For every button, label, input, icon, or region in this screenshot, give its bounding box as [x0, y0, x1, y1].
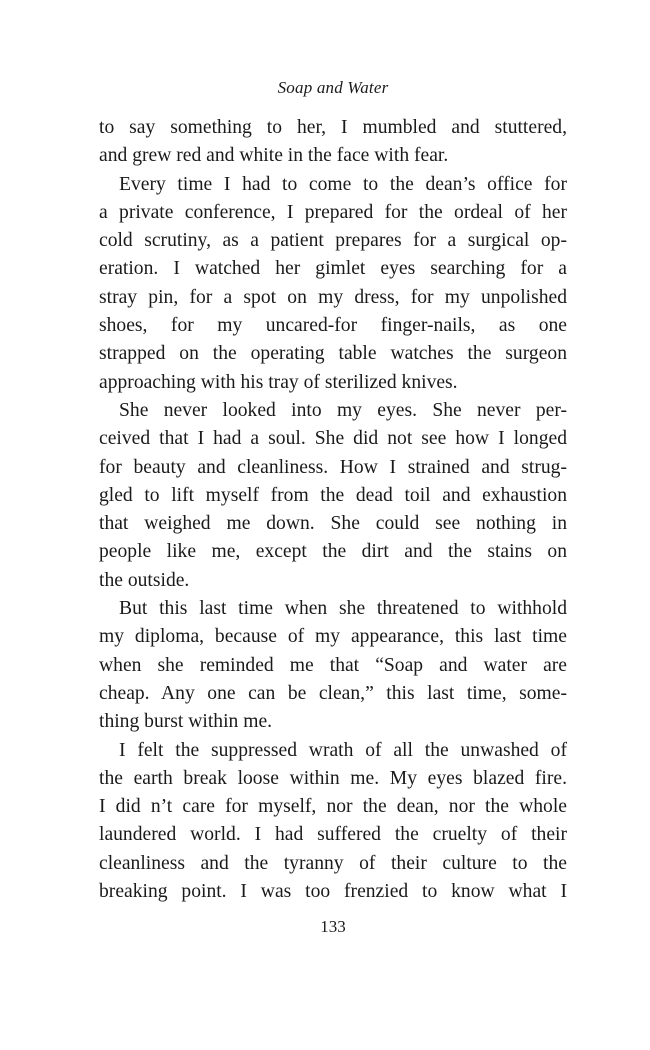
text-line: strapped on the operating table watches the surgeon: [99, 343, 567, 365]
text-line: cold scrutiny, as a patient prepares for a surgical op-: [99, 230, 567, 252]
text-line: shoes, for my uncared-for finger-nails, as one: [99, 315, 567, 337]
text-line: I felt the suppressed wrath of all the unwashed of: [119, 739, 567, 761]
text-line: to say something to her, I mumbled and stuttered,: [99, 117, 567, 138]
text-line: a private conference, I prepared for the ordeal of her: [99, 201, 567, 223]
running-head: Soap and Water: [277, 78, 389, 97]
text-line: and grew red and white in the face with fear.: [99, 145, 449, 167]
text-line: She never looked into my eyes. She never per-: [119, 399, 567, 421]
text-line: stray pin, for a spot on my dress, for my unpolished: [99, 286, 567, 308]
text-line: thing burst within me.: [99, 711, 273, 733]
text-line: breaking point. I was too frenzied to know what I: [99, 881, 567, 903]
body-text: [99, 114, 567, 906]
text-line: I did n’t care for myself, nor the dean, nor the whole: [99, 796, 567, 818]
text-line: the outside.: [99, 569, 190, 591]
text-line: cheap. Any one can be clean,” this last time, some-: [99, 682, 567, 704]
text-line: the earth break loose within me. My eyes blazed fire.: [99, 767, 567, 789]
text-line: approaching with his tray of sterilized knives.: [99, 371, 458, 393]
text-line: that weighed me down. She could see nothing in: [99, 513, 567, 535]
text-line: my diploma, because of my appearance, this last time: [99, 626, 567, 648]
text-line: cleanliness and the tyranny of their culture to the: [99, 852, 567, 874]
text-line: Every time I had to come to the dean’s office for: [119, 173, 567, 195]
text-line: ceived that I had a soul. She did not see how I longed: [99, 428, 567, 450]
text-line: people like me, except the dirt and the stains on: [99, 541, 567, 563]
text-line: for beauty and cleanliness. How I strained and strug-: [99, 456, 567, 478]
text-line: laundered world. I had suffered the cruelty of their: [99, 824, 567, 846]
page-number: 133: [320, 917, 346, 936]
text-line: when she reminded me that “Soap and water are: [99, 654, 567, 676]
text-line: eration. I watched her gimlet eyes searching for a: [99, 258, 567, 280]
text-line: But this last time when she threatened to withhold: [119, 598, 567, 620]
book-page: [99, 0, 567, 1050]
text-line: gled to lift myself from the dead toil and exhaustion: [99, 484, 567, 506]
